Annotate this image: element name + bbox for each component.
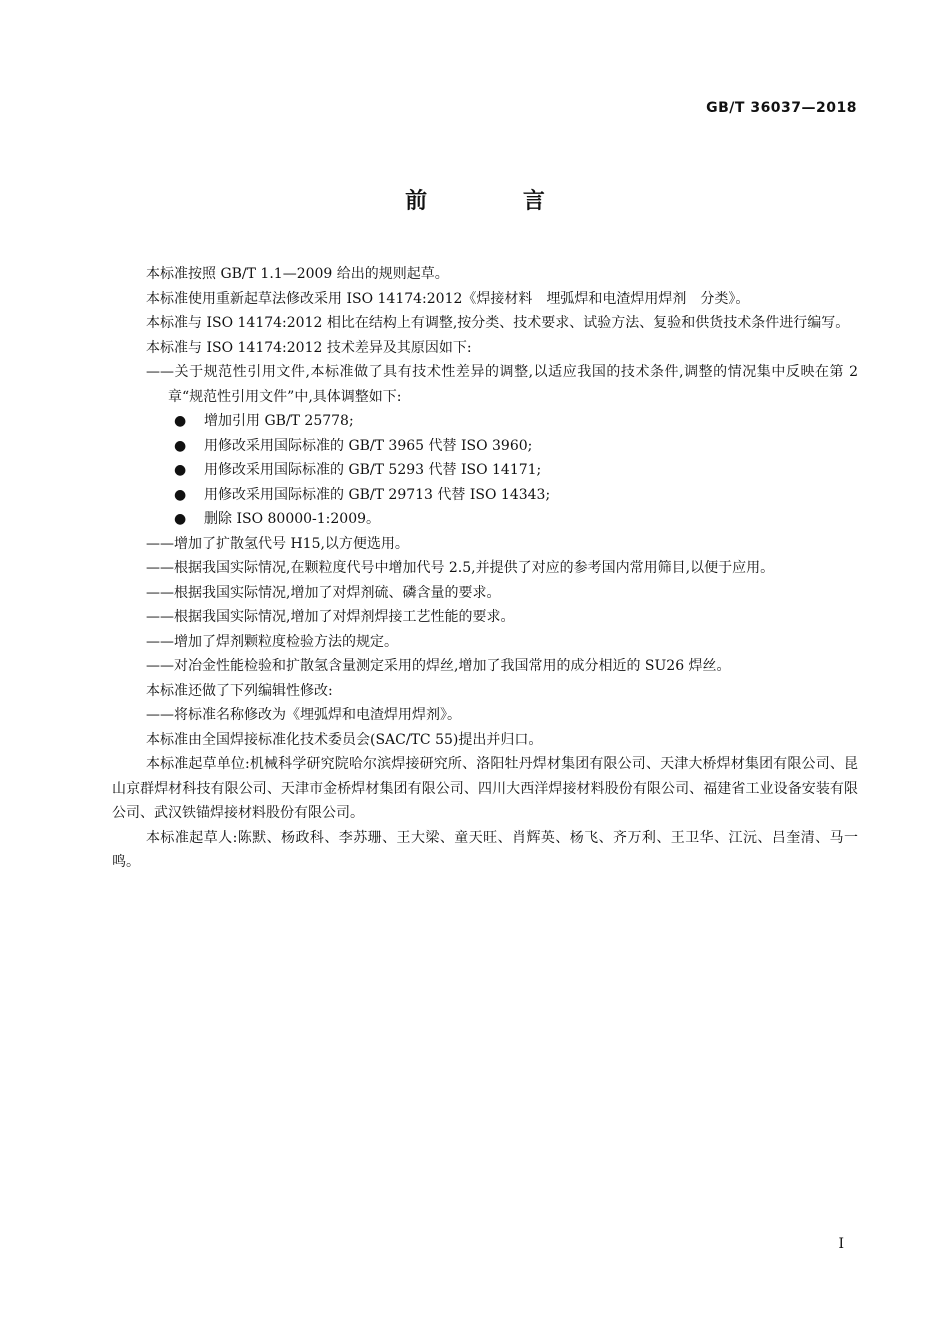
- page-title: 前 言: [405, 189, 589, 214]
- paragraph-drafters: 本标准起草人:陈默、杨政科、李苏珊、王大梁、童天旺、肖辉英、杨飞、齐万利、王卫华、江沅、吕奎清、马一鸣。: [112, 829, 858, 870]
- paragraph-proposer: 本标准由全国焊接标准化技术委员会(SAC/TC 55)提出并归口。: [146, 731, 543, 748]
- paragraph-drafting-rules: 本标准按照 GB/T 1.1—2009 给出的规则起草。: [146, 266, 449, 282]
- paragraph-drafting-units: 本标准起草单位:机械科学研究院哈尔滨焊接研究所、洛阳牡丹焊材集团有限公司、天津大桥焊材集团有限公司、昆山京群焊材科技有限公司、天津市金桥焊材集团有限公司、四川大西洋焊接材料股份有限公司、福建省工业设备安装有限公司、武汉铁锚焊接材料股份有限公司。: [112, 756, 858, 821]
- dash-item-process-performance: ——根据我国实际情况,增加了对焊剂焊接工艺性能的要求。: [146, 609, 515, 625]
- bullet-item: ● 增加引用 GB/T 25778;: [112, 409, 858, 434]
- bullet-dot-icon: ●: [174, 462, 187, 478]
- bullet-item: ● 用修改采用国际标准的 GB/T 3965 代替 ISO 3960;: [112, 434, 858, 459]
- paragraph-structure-changes: 本标准与 ISO 14174:2012 相比在结构上有调整,按分类、技术要求、试验方法、复验和供货技术条件进行编写。: [146, 315, 850, 331]
- paragraph-adoption-method: 本标准使用重新起草法修改采用 ISO 14174:2012《焊接材料 埋弧焊和电渣焊用焊剂 分类》。: [146, 290, 750, 307]
- bullet-dot-icon: ●: [174, 486, 187, 503]
- paragraph-technical-differences: 本标准与 ISO 14174:2012 技术差异及其原因如下:: [146, 339, 472, 356]
- dash-item-granularity-test: ——增加了焊剂颗粒度检验方法的规定。: [146, 633, 398, 650]
- dash-item-normative-references: ——关于规范性引用文件,本标准做了具有技术性差异的调整,以适应我国的技术条件,调整的情况集中反映在第 2 章“规范性引用文件”中,具体调整如下:: [146, 364, 858, 405]
- dash-item-su26-wire: ——对冶金性能检验和扩散氢含量测定采用的焊丝,增加了我国常用的成分相近的 SU26 焊丝。: [146, 658, 731, 674]
- document-body: [112, 262, 858, 875]
- standard-code: GB/T 36037—2018: [706, 100, 857, 116]
- dash-item-granularity: ——根据我国实际情况,在颗粒度代号中增加代号 2.5,并提供了对应的参考国内常用筛目,以便于应用。: [146, 560, 775, 576]
- paragraph-editorial-changes: 本标准还做了下列编辑性修改:: [146, 682, 333, 699]
- bullet-item: ● 用修改采用国际标准的 GB/T 29713 代替 ISO 14343;: [112, 483, 858, 508]
- bullet-item: ● 删除 ISO 80000-1:2009。: [112, 507, 858, 532]
- bullet-dot-icon: ●: [174, 511, 187, 527]
- bullet-dot-icon: ●: [174, 437, 187, 454]
- bullet-dot-icon: ●: [174, 413, 187, 429]
- dash-item-title-change: ——将标准名称修改为《埋弧焊和电渣焊用焊剂》。: [146, 707, 461, 723]
- dash-item-sulfur-phosphorus: ——根据我国实际情况,增加了对焊剂硫、磷含量的要求。: [146, 584, 501, 601]
- bullet-item: ● 用修改采用国际标准的 GB/T 5293 代替 ISO 14171;: [112, 458, 858, 483]
- dash-item-h15: ——增加了扩散氢代号 H15,以方便选用。: [146, 535, 409, 552]
- page-number: I: [838, 1236, 844, 1252]
